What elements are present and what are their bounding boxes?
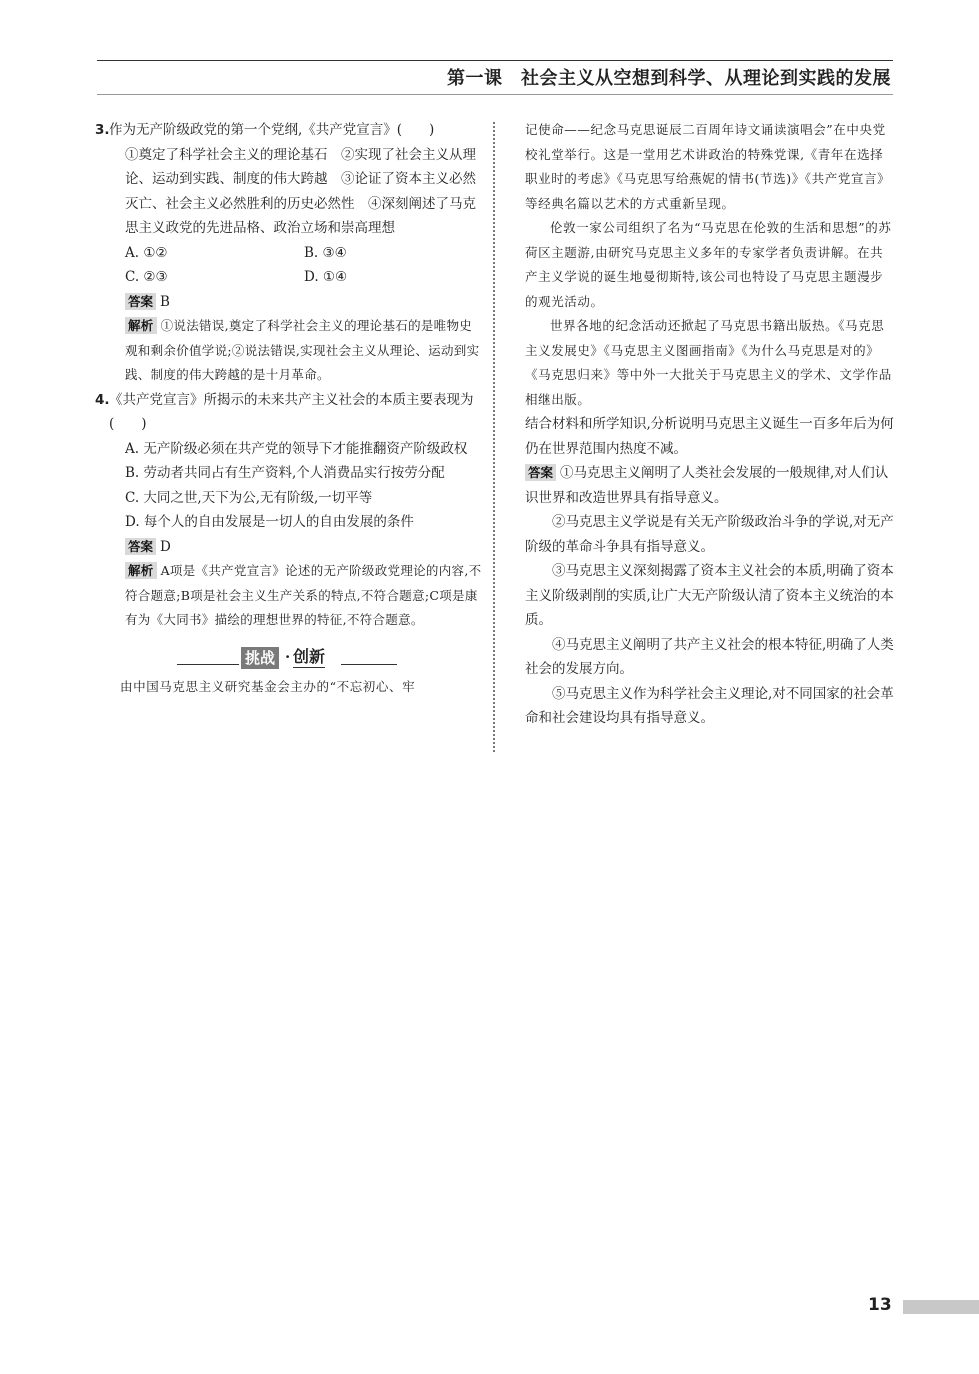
option-a: A. ①② [125, 244, 168, 261]
analysis-text: A项是《共产党宣言》论述的无产阶级政党理论的内容,不符合题意;B项是社会主义生产关系的特点,不符合题意;C项是康有为《大同书》描绘的理想世界的特征,不符合题意。 [125, 563, 482, 627]
heading-rule-left [177, 664, 239, 665]
option-a: A. 无产阶级必须在共产党的领导下才能推翻资产阶级政权 [125, 440, 468, 457]
option-row [109, 265, 483, 290]
analysis-tag: 解析 [125, 562, 157, 579]
challenge-heading [95, 641, 483, 675]
question-number: 3. [95, 122, 110, 138]
option-c: C. 大同之世,天下为公,无有阶级,一切平等 [125, 489, 373, 506]
option-d: D. ①④ [304, 269, 348, 285]
answer-tag: 答案 [125, 538, 156, 555]
analysis-tag: 解析 [125, 317, 157, 334]
material-paragraph: 记使命——纪念马克思诞辰二百周年诗文诵读演唱会”在中央党校礼堂举行。这是一堂用艺术讲政治的特殊党课,《青年在选择职业时的考虑》《马克思写给燕妮的情书(节选)》《共产党宣言》等经典名篇以艺术的方式重新呈现。 [525, 122, 891, 211]
answer-point: ④马克思主义阐明了共产主义社会的根本特征,明确了人类社会的发展方向。 [525, 636, 894, 677]
question-3 [95, 118, 483, 388]
heading-dot: · [285, 647, 291, 666]
answer-line [109, 535, 483, 560]
option-d: D. 每个人的自由发展是一切人的自由发展的条件 [125, 514, 414, 530]
heading-rule-right [341, 664, 397, 665]
option-c: C. ②③ [125, 269, 168, 285]
answer-line [525, 461, 895, 510]
innovation-label: 创新 [293, 646, 326, 666]
question-number: 4. [95, 391, 110, 408]
page-number-bar [903, 1300, 979, 1314]
answer-point: ①马克思主义阐明了人类社会发展的一般规律,对人们认识世界和改造世界具有指导意义。 [525, 465, 889, 506]
option-row [109, 241, 483, 266]
question-statements: ①奠定了科学社会主义的理论基石 ②实现了社会主义从理论、运动到实践、制度的伟大跨越 ③论证了资本主义必然灭亡、社会主义必然胜利的历史必然性 ④深刻阐述了马克思主义政党的先进品格、政治立场和崇高理想 [125, 146, 476, 236]
option-b: B. 劳动者共同占有生产资料,个人消费品实行按劳分配 [125, 465, 445, 481]
question-stem: 《共产党宣言》所揭示的未来共产主义社会的本质主要表现为( ) [109, 391, 474, 432]
question-4 [95, 388, 483, 633]
challenge-badge: 挑战 [241, 647, 279, 669]
answer-tag: 答案 [525, 464, 556, 481]
page-number: 13 [868, 1295, 892, 1315]
answer-point: ⑤马克思主义作为科学社会主义理论,对不同国家的社会革命和社会建设均具有指导意义。 [525, 685, 894, 726]
right-column [525, 118, 895, 731]
option-b: B. ③④ [304, 244, 347, 261]
answer-point: ③马克思主义深刻揭露了资本主义社会的本质,明确了资本主义阶级剥削的实质,让广大无产阶级认清了资本主义统治的本质。 [525, 563, 894, 628]
header-rule [97, 60, 893, 61]
answer-tag: 答案 [125, 293, 156, 310]
page-title: 第一课 社会主义从空想到科学、从理论到实践的发展 [447, 68, 891, 89]
analysis-block [109, 314, 483, 388]
question-stem: 作为无产阶级政党的第一个党纲,《共产党宣言》( ) [109, 122, 435, 138]
answer-value: B [160, 293, 170, 310]
answer-line [109, 290, 483, 315]
material-paragraph: 伦敦一家公司组织了名为“马克思在伦敦的生活和思想”的苏荷区主题游,由研究马克思主义多年的专家学者负责讲解。在共产主义学说的诞生地曼彻斯特,该公司也特设了马克思主题漫步的观光活动。 [525, 220, 892, 309]
header-underline [97, 94, 893, 95]
analysis-block [109, 559, 483, 633]
column-divider [493, 122, 495, 752]
analysis-text: ①说法错误,奠定了科学社会主义的理论基石的是唯物史观和剩余价值学说;②说法错误,实现社会主义从理论、运动到实践、制度的伟大跨越的是十月革命。 [125, 318, 480, 382]
material-paragraph: 世界各地的纪念活动还掀起了马克思书籍出版热。《马克思主义发展史》《马克思主义图画指南》《为什么马克思是对的》《马克思归来》等中外一大批关于马克思主义的学术、文学作品相继出版。 [525, 318, 892, 407]
left-column [95, 118, 483, 699]
material-paragraph: 由中国马克思主义研究基金会主办的“不忘初心、牢 [120, 678, 416, 694]
answer-point: ②马克思主义学说是有关无产阶级政治斗争的学说,对无产阶级的革命斗争具有指导意义。 [525, 514, 894, 555]
answer-value: D [160, 538, 171, 555]
question-text: 结合材料和所学知识,分析说明马克思主义诞生一百多年后为何仍在世界范围内热度不减。 [525, 416, 894, 457]
